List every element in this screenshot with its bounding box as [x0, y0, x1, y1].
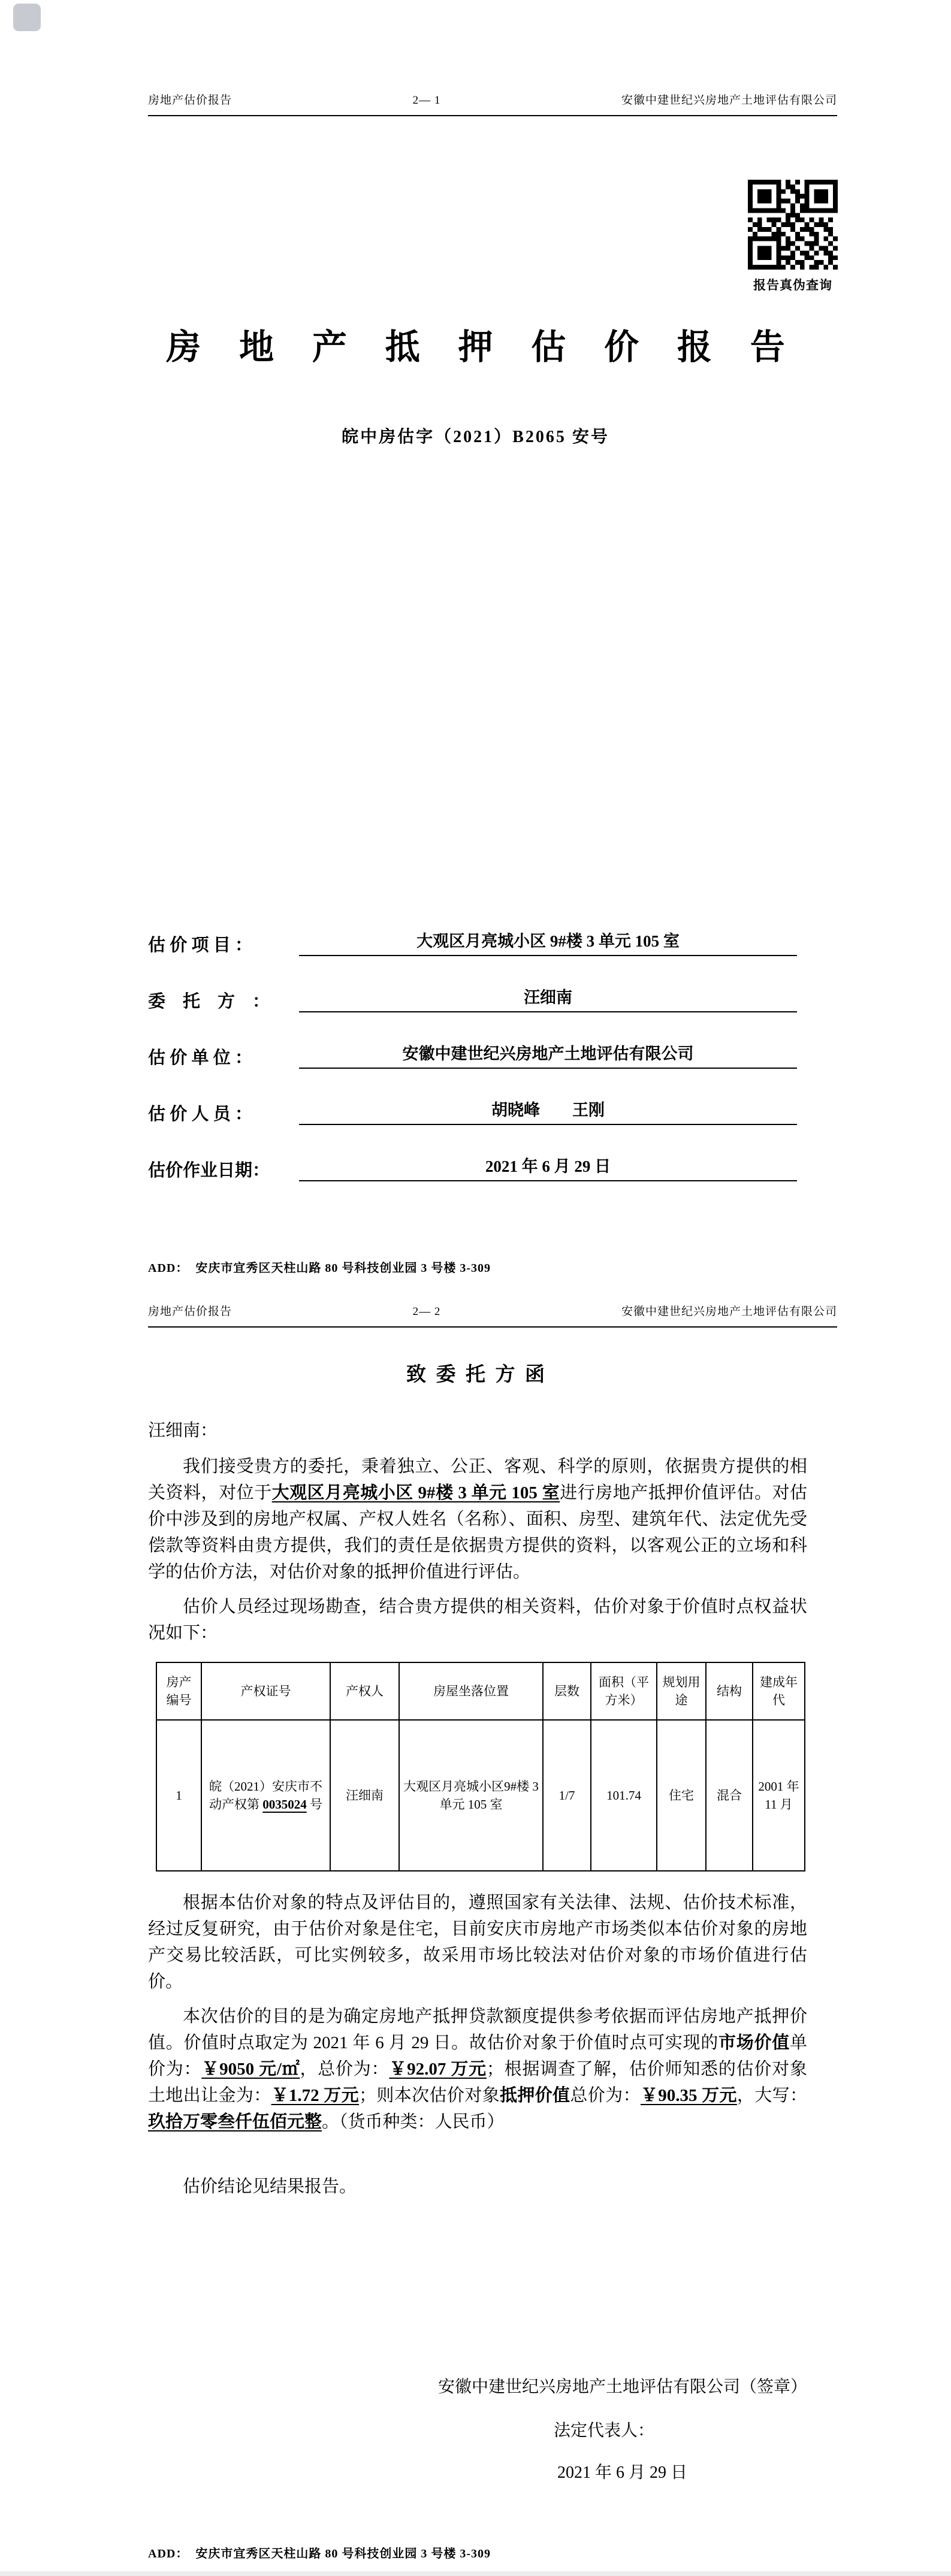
field-project: [148, 923, 837, 956]
field-appraisers: [148, 1092, 837, 1125]
field-client: [148, 979, 837, 1012]
cover-fields: [148, 923, 837, 1204]
viewer-artifact-icon: [13, 4, 41, 31]
col-year-built: 建成年代: [753, 1662, 805, 1720]
col-planned-use: 规划用途: [657, 1662, 706, 1720]
qr-code-icon: [748, 180, 838, 270]
report-doc-number: 皖中房估字（2021）B2065 安号: [342, 428, 609, 446]
cell-planned-use: 住宅: [657, 1720, 706, 1871]
subject-property-text: 大观区月亮城小区 9#楼 3 单元 105 室: [271, 1483, 560, 1502]
header-divider: [148, 115, 837, 116]
page1-header: [148, 91, 837, 107]
cell-year-built: 2001 年 11 月: [753, 1720, 805, 1871]
letter-paragraph-3: 根据本估价对象的特点及评估目的，遵照国家有关法律、法规、估价技术标准，经过反复研究，由于估价对象是住宅，目前安庆市房地产市场类似本估价对象的房地产交易比较活跃，可比实例较多，故采用市场比较法对估价对象的市场价值进行估价。: [148, 1893, 807, 1991]
mortgage-total-value: ￥90.35 万元: [640, 2086, 737, 2105]
field-project-value: 大观区月亮城小区 9#楼 3 单元 105 室: [299, 928, 797, 956]
property-table: [156, 1662, 805, 1871]
field-date-value: 2021 年 6 月 29 日: [299, 1153, 797, 1181]
letter-title: 致委托方函: [406, 1364, 555, 1386]
cell-owner: 汪细南: [330, 1720, 399, 1871]
qr-caption: 报告真伪查询: [753, 278, 832, 292]
field-appraisers-label: 估 价 人 员 ：: [148, 1105, 253, 1124]
col-cert-no: 产权证号: [201, 1662, 330, 1720]
col-structure: 结构: [706, 1662, 753, 1720]
col-property-no: 房产编号: [156, 1662, 201, 1720]
header-doc-type: 房地产估价报告: [148, 94, 233, 107]
cert-number-text: 0035024: [262, 1797, 307, 1812]
page2-header: [148, 1302, 837, 1319]
field-client-value: 汪细南: [299, 984, 797, 1012]
field-date: [148, 1148, 837, 1181]
table-row: [156, 1720, 805, 1871]
signature-legal-rep: 法定代表人：: [553, 2421, 654, 2440]
header-page-number: 2— 2: [412, 1305, 441, 1318]
total-market-value: ￥92.07 万元: [389, 2060, 487, 2079]
market-value-term: 市场价值: [718, 2033, 790, 2052]
letter-paragraph-1: 我们接受贵方的委托，秉着独立、公正、客观、科学的原则，依据贵方提供的相关资料，对位于大观区月亮城小区 9#楼 3 单元 105 室进行房地产抵押价值评估。对估价中涉及到的房地产权属、产权人姓名（名称）、面积、房型、建筑年代、法定优先受偿款等资料由贵方提供，我们的责任是依据贵方提供的资料，以客观公正的立场和科学的估价方法，对估价对象的抵押价值进行评估。: [148, 1457, 807, 1582]
letter-paragraph-2: 估价人员经过现场勘查，结合贵方提供的相关资料，估价对象于价值时点权益状况如下：: [148, 1597, 807, 1643]
cell-property-no: 1: [156, 1720, 201, 1871]
header-divider: [148, 1326, 837, 1328]
page1-footer-address: ADD： 安庆市宜秀区天柱山路 80 号科技创业园 3 号楼 3-309: [148, 1262, 491, 1275]
amount-in-words: 玖拾万零叁仟伍佰元整: [148, 2112, 322, 2131]
col-area: 面积（平方米）: [591, 1662, 657, 1720]
land-grant-fee-value: ￥1.72 万元: [271, 2086, 360, 2105]
header-page-number: 2— 1: [412, 94, 441, 107]
table-header-row: [156, 1662, 805, 1720]
col-location: 房屋坐落位置: [399, 1662, 543, 1720]
qr-block: [747, 180, 838, 294]
unit-price-value: ￥9050 元/㎡: [201, 2060, 300, 2079]
letter-paragraph-4: 本次估价的目的是为确定房地产抵押贷款额度提供参考依据而评估房地产抵押价值。价值时点取定为 2021 年 6 月 29 日。故估价对象于价值时点可实现的市场价值单价为：￥9050 元/㎡，总价为：￥92.07 万元；根据调查了解，估价师知悉的估价对象土地出让金为：￥1.72 万元；则本次估价对象抵押价值总价为：￥90.35 万元，大写：玖拾万零叁仟伍佰元整。（货币种类：人民币）: [148, 2007, 807, 2131]
field-project-label: 估 价 项 目 ：: [148, 936, 253, 955]
letter-salutation: 汪细南：: [148, 1421, 218, 1440]
field-agency-value: 安徽中建世纪兴房地产土地评估有限公司: [299, 1041, 797, 1069]
field-agency-label: 估 价 单 位 ：: [148, 1048, 253, 1068]
page-bottom-edge: [0, 2571, 951, 2576]
field-client-label: 委 托 方 ：: [148, 992, 270, 1011]
cell-cert-no: 皖（2021）安庆市不动产权第 0035024 号: [201, 1720, 330, 1871]
cell-area: 101.74: [591, 1720, 657, 1871]
field-agency: [148, 1035, 837, 1069]
header-doc-type: 房地产估价报告: [148, 1305, 233, 1318]
mortgage-value-term: 抵押价值: [499, 2086, 570, 2105]
field-appraisers-value: 胡晓峰 王刚: [299, 1097, 797, 1125]
letter-body: [148, 1417, 807, 2208]
signature-block: [148, 2374, 807, 2483]
letter-paragraph-5: 估价结论见结果报告。: [183, 2177, 357, 2196]
col-floors: 层数: [543, 1662, 591, 1720]
col-owner: 产权人: [330, 1662, 399, 1720]
field-date-label: 估价作业日期：: [148, 1161, 270, 1180]
signature-date: 2021 年 6 月 29 日: [557, 2463, 687, 2482]
cell-floors: 1/7: [543, 1720, 591, 1871]
header-company-name: 安徽中建世纪兴房地产土地评估有限公司: [621, 94, 837, 107]
header-company-name: 安徽中建世纪兴房地产土地评估有限公司: [621, 1305, 837, 1318]
signature-company: 安徽中建世纪兴房地产土地评估有限公司（签章）: [437, 2378, 807, 2396]
cell-location: 大观区月亮城小区9#楼 3 单元 105 室: [399, 1720, 543, 1871]
report-title: 房地产抵押估价报告: [166, 328, 823, 367]
page2-footer-address: ADD： 安庆市宜秀区天柱山路 80 号科技创业园 3 号楼 3-309: [148, 2547, 491, 2560]
cell-structure: 混合: [706, 1720, 753, 1871]
